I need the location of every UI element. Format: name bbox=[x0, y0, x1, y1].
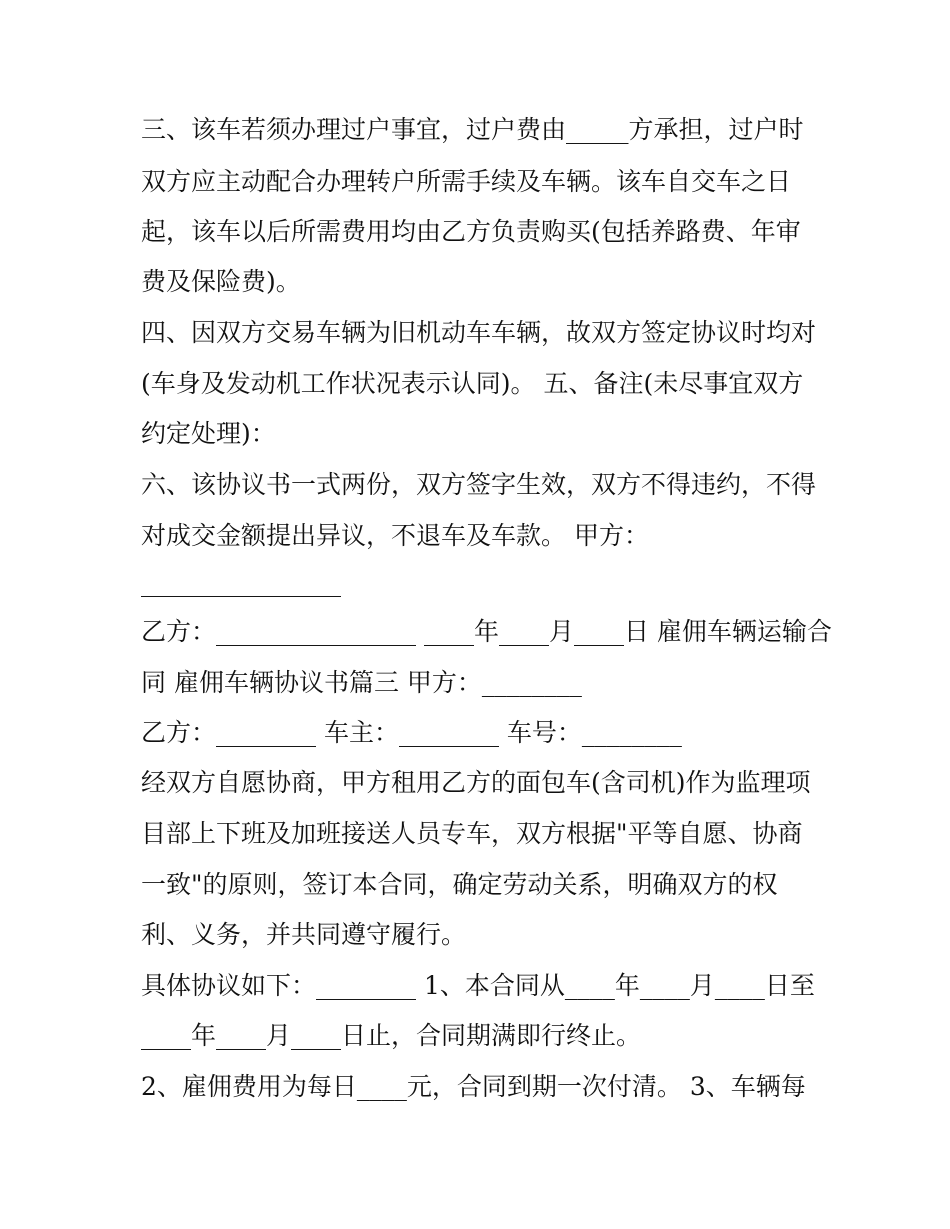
text-line: 双方应主动配合办理转户所需手续及车辆。该车自交车之日 bbox=[141, 167, 792, 196]
text-line: 同 雇佣车辆协议书篇三 甲方：________ bbox=[141, 668, 582, 697]
text-line: 费及保险费)。 bbox=[141, 267, 301, 296]
text-line: 乙方：________________ ____年____月____日 雇佣车辆运输合 bbox=[141, 617, 832, 646]
text-line: 利、义务，并共同遵守履行。 bbox=[141, 920, 467, 949]
text-line: 约定处理)： bbox=[141, 419, 276, 448]
text-line: 起，该车以后所需费用均由乙方负责购买(包括养路费、年审 bbox=[141, 217, 801, 246]
text-line: 乙方：________ 车主：________ 车号：________ bbox=[141, 718, 682, 747]
text-line: (车身及发动机工作状况表示认同)。 五、备注(未尽事宜双方 bbox=[141, 369, 804, 398]
text-line: 六、该协议书一式两份，双方签字生效，双方不得违约，不得 bbox=[141, 470, 817, 499]
text-line: 对成交金额提出异议，不退车及车款。 甲方： bbox=[141, 521, 649, 550]
signature-blank: ________________ bbox=[141, 568, 341, 597]
text-line: 经双方自愿协商，甲方租用乙方的面包车(含司机)作为监理项 bbox=[141, 768, 811, 797]
text-line: 一致"的原则，签订本合同，确定劳动关系，明确双方的权 bbox=[141, 870, 778, 899]
text-line: 四、因双方交易车辆为旧机动车车辆，故双方签定协议时均对 bbox=[141, 318, 817, 347]
text-line: 具体协议如下：________ 1、本合同从____年____月____日至 bbox=[141, 971, 815, 1000]
text-line: 三、该车若须办理过户事宜，过户费由_____方承担，过户时 bbox=[141, 115, 804, 144]
text-line: 2、雇佣费用为每日____元，合同到期一次付清。 3、车辆每 bbox=[141, 1072, 806, 1101]
text-line: ____年____月____日止，合同期满即行终止。 bbox=[141, 1021, 642, 1050]
text-line: 目部上下班及加班接送人员专车，双方根据"平等自愿、协商 bbox=[141, 819, 803, 848]
